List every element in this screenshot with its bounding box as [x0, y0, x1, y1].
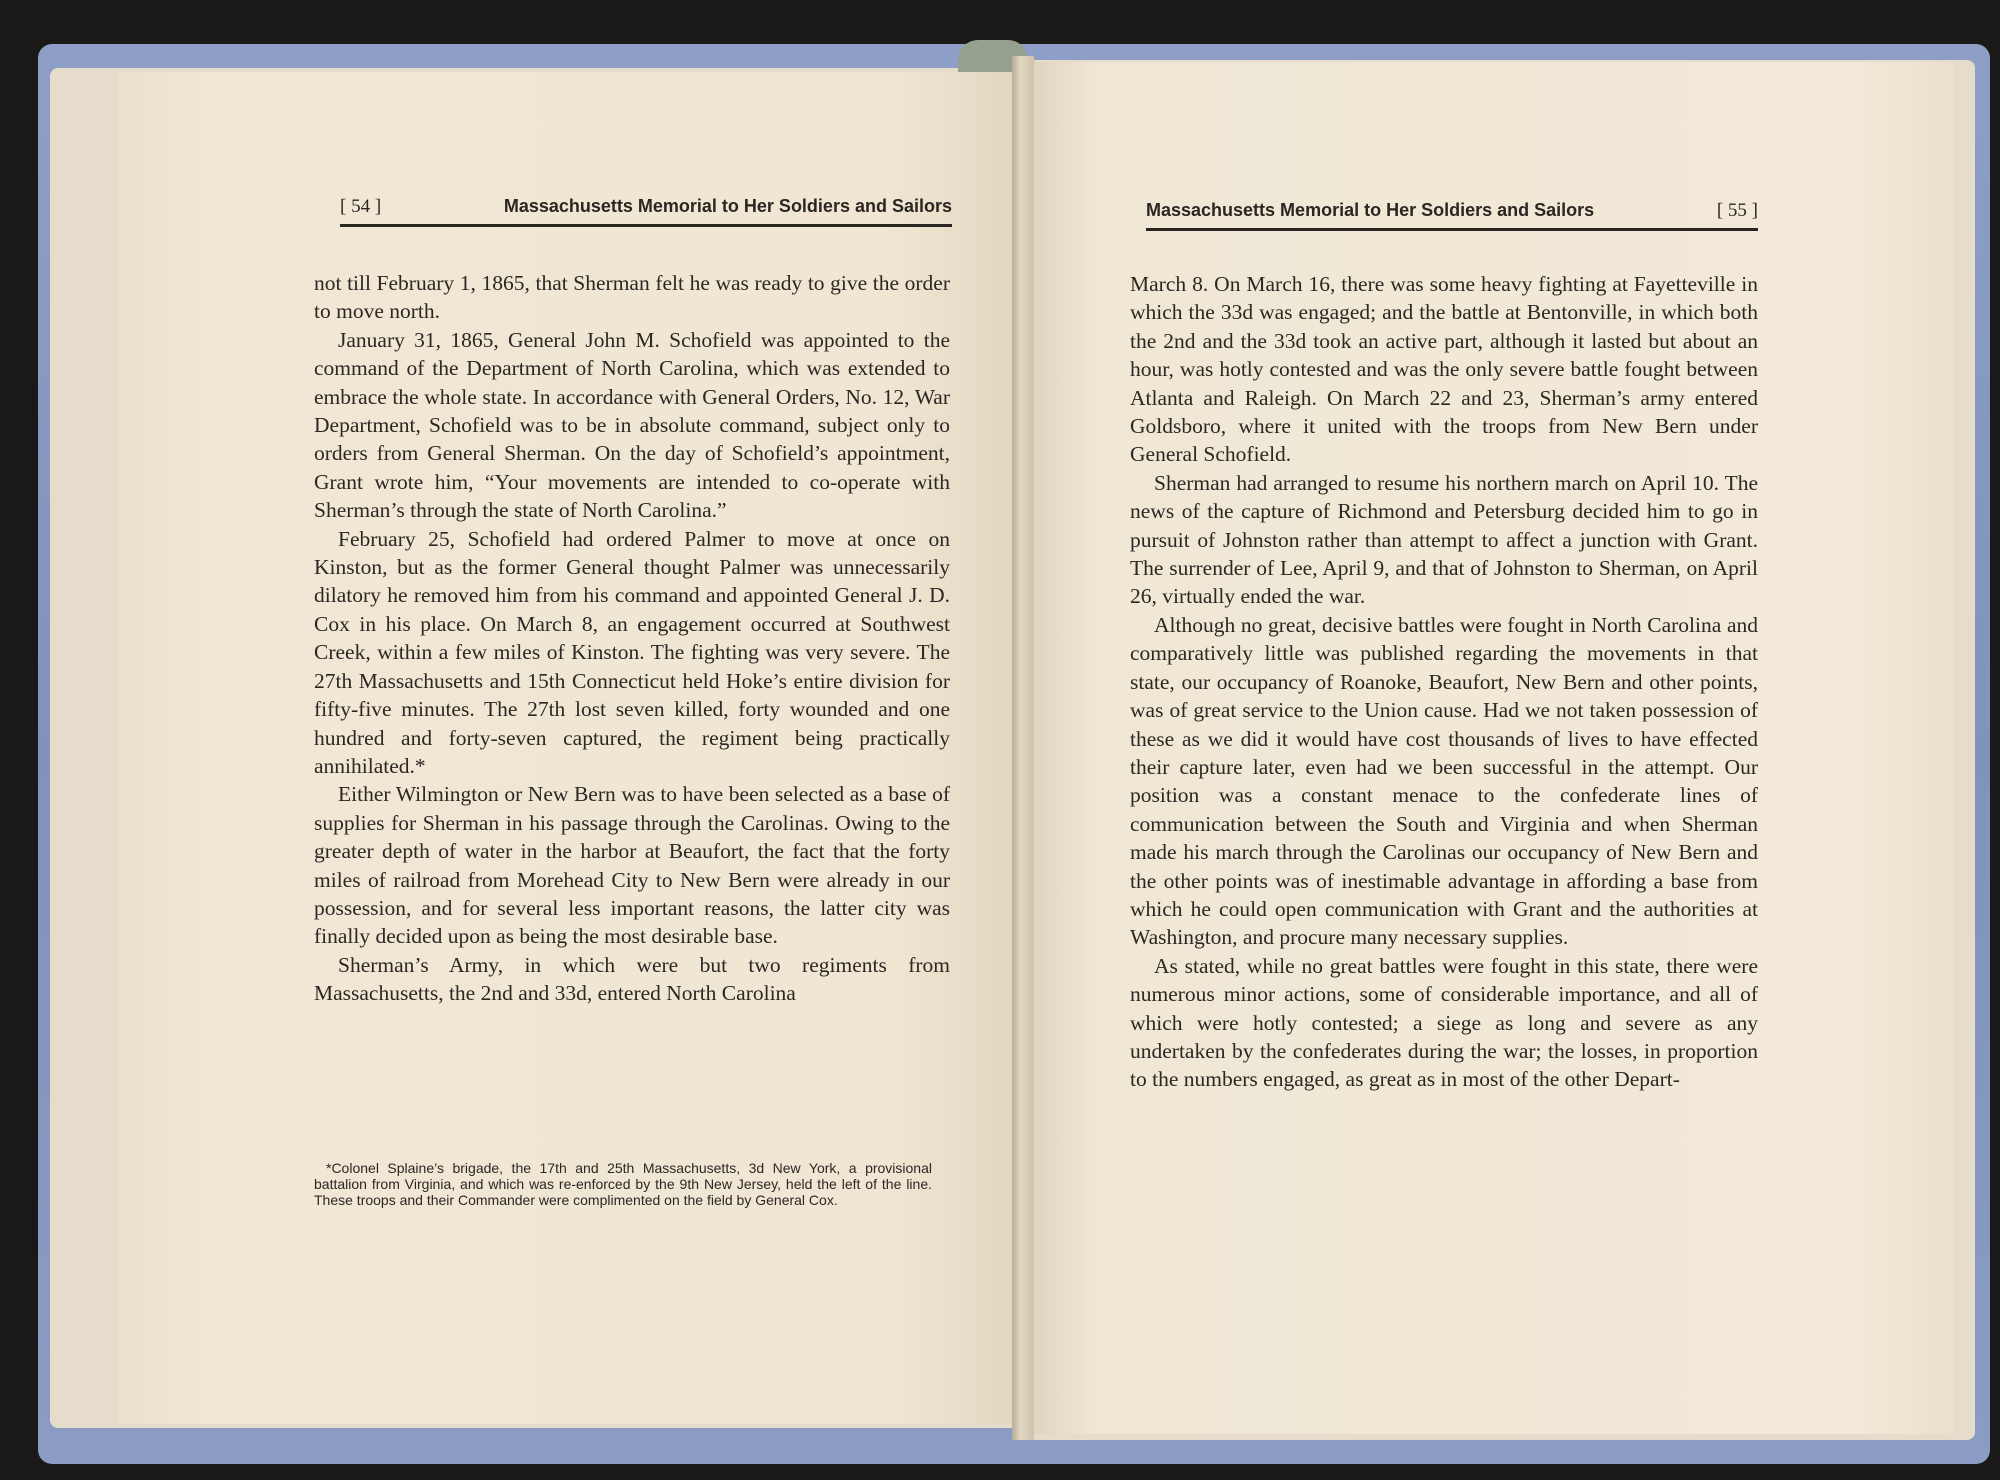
paragraph: not till February 1, 1865, that Sherman felt he was ready to give the order to move north.: [314, 271, 950, 324]
left-page-header: [340, 196, 952, 227]
footnote: *Colonel Splaine’s brigade, the 17th and 25th Massachusetts, 3d New York, a provisional battalion from Virginia, and which was re-enforced by the 9th New Jersey, held the left of the line. These troops and their Commander were complimented on the field by General Cox.: [314, 1160, 932, 1208]
right-page-header: [1146, 200, 1758, 231]
paragraph: February 25, Schofield had ordered Palmer to move at once on Kinston, but as the former General thought Palmer was unnecessarily dilatory he removed him from his command and appointed General J. D. Cox in his place. On March 8, an engagement occurred at Southwest Creek, within a few miles of Kinston. The fighting was very severe. The 27th Massachusetts and 15th Connecticut held Hoke’s entire division for fifty-five minutes. The 27th lost seven killed, forty wounded and one hundred and forty-seven captured, the regiment being practically annihilated.*: [314, 526, 950, 778]
right-page-body: [1130, 270, 1758, 1094]
book-gutter: [1012, 56, 1034, 1440]
running-title-left: Massachusetts Memorial to Her Soldiers and Sailors: [503, 196, 952, 216]
page-number-right: [ 55 ]: [1716, 200, 1758, 221]
paragraph: Either Wilmington or New Bern was to have been selected as a base of supplies for Sherman in his passage through the Carolinas. Owing to the greater depth of water in the harbor at Beaufort, the fact that the forty miles of railroad from Morehead City to New Bern were already in our possession, and for several less important reasons, the latter city was finally decided upon as being the most desirable base.: [314, 782, 950, 949]
running-title-right: Massachusetts Memorial to Her Soldiers and Sailors: [1146, 200, 1595, 220]
left-page-body: [314, 269, 950, 1008]
paragraph: January 31, 1865, General John M. Schofield was appointed to the command of the Department of North Carolina, which was extended to embrace the whole state. In accordance with General Orders, No. 12, War Department, Schofield was to be in absolute command, subject only to orders from General Sherman. On the day of Schofield’s appointment, Grant wrote him, “Your movements are intended to co-operate with Sherman’s through the state of North Carolina.”: [314, 327, 950, 523]
paragraph: Sherman had arranged to resume his northern march on April 10. The news of the capture of Richmond and Petersburg decided him to go in pursuit of Johnston rather than attempt to affect a junction with Grant. The surrender of Lee, April 9, and that of Johnston to Sherman, on April 26, virtually ended the war.: [1130, 470, 1758, 609]
paragraph: Sherman’s Army, in which were but two regiments from Massachusetts, the 2nd and 33d, entered North Carolina: [314, 952, 950, 1006]
page-number-left: [ 54 ]: [340, 196, 382, 217]
paragraph: Although no great, decisive battles were fought in North Carolina and comparatively little was published regarding the movements in that state, our occupancy of Roanoke, Beaufort, New Bern and other points, was of great service to the Union cause. Had we not taken possession of these as we did it would have cost thousands of lives to have effected their capture later, even had we been successful in the attempt. Our position was a constant menace to the confederate lines of communication between the South and Virginia and when Sherman made his march through the Carolinas our occupancy of New Bern and the other points was of inestimable advantage in affording a base from which he could open communication with Grant and the authorities at Washington, and procure many necessary supplies.: [1130, 612, 1758, 950]
paragraph: As stated, while no great battles were fought in this state, there were numerous minor actions, some of considerable importance, and all of which were hotly contested; a siege as long and severe as any undertaken by the confederates during the war; the losses, in proportion to the numbers engaged, as great as in most of the other Depart-: [1130, 953, 1758, 1092]
paragraph: March 8. On March 16, there was some heavy fighting at Fayetteville in which the 33d was engaged; and the battle at Bentonville, in which both the 2nd and the 33d took an active part, although it lasted but about an hour, was hotly contested and was the only severe battle fought between Atlanta and Raleigh. On March 22 and 23, Sherman’s army entered Goldsboro, where it united with the troops from New Bern under General Schofield.: [1130, 272, 1758, 467]
